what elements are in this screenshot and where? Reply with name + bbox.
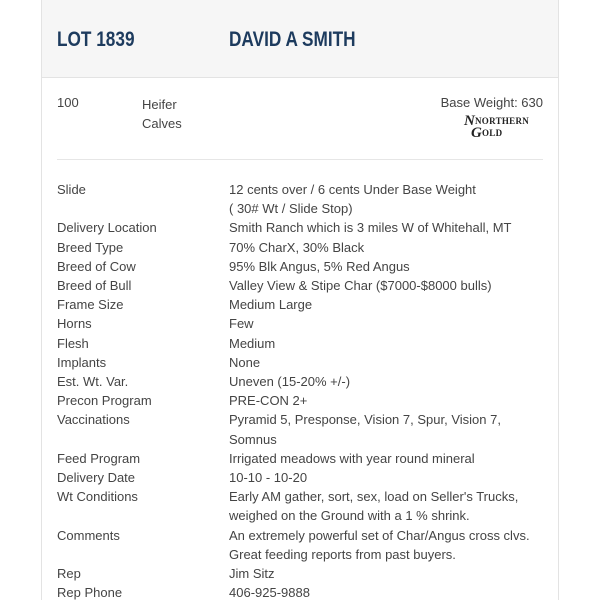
detail-row [57,449,547,468]
detail-label: Flesh [57,335,89,351]
detail-label: Rep Phone [57,585,123,601]
seller-name: DAVID A SMITH [229,28,356,51]
detail-value: 406-925-9888 [229,585,310,601]
detail-value: 10-10 - 10-20 [229,470,308,486]
detail-value: Valley View & Stipe Char ($7000-$8000 bulls) [229,278,492,294]
detail-value: 70% CharX, 30% Black [229,239,365,255]
detail-label: Vaccinations [57,412,130,428]
detail-value: Irrigated meadows with year round mineral [229,450,475,466]
detail-row [57,276,547,295]
detail-row [57,526,547,564]
detail-label: Breed of Bull [57,278,132,294]
detail-row [57,487,547,525]
lot-details [57,180,547,602]
detail-label: Precon Program [57,393,152,409]
base-weight: Base Weight: 630 [440,95,543,110]
detail-value: Medium [229,335,276,351]
detail-row [57,295,547,314]
detail-row [57,564,547,583]
detail-value: None [229,354,261,370]
detail-label: Implants [57,354,107,370]
detail-value: Early AM gather, sort, sex, load on Seller's Trucks, weighed on the Ground with a 1 % shrink. [229,489,519,524]
svg-text:G: G [471,125,482,139]
svg-text:OLD: OLD [482,128,503,138]
detail-row [57,238,547,257]
lot-type: Heifer Calves [142,97,182,131]
detail-row [57,372,547,391]
lot-header [42,0,558,78]
detail-row [57,218,547,237]
detail-label: Frame Size [57,297,124,313]
detail-row [57,353,547,372]
detail-value: Few [229,316,254,332]
svg-text:NORTHERN: NORTHERN [475,116,530,126]
detail-label: Comments [57,527,120,543]
detail-label: Slide [57,182,86,197]
detail-row [57,180,547,218]
detail-row [57,391,547,410]
detail-label: Breed of Cow [57,258,136,274]
lot-card [41,0,559,600]
detail-row [57,257,547,276]
detail-label: Est. Wt. Var. [57,374,129,390]
detail-value: 95% Blk Angus, 5% Red Angus [229,258,410,274]
detail-label: Feed Program [57,450,141,466]
detail-value: An extremely powerful set of Char/Angus cross clvs. Great feeding reports from past buyers. [229,527,530,562]
section-divider [57,159,543,160]
detail-row [57,583,547,602]
detail-label: Horns [57,316,92,332]
detail-value: Pyramid 5, Presponse, Vision 7, Spur, Vision 7, Somnus [229,412,501,447]
detail-value: 12 cents over / 6 cents Under Base Weight ( 30# Wt / Slide Stop) [229,182,476,217]
lot-number: LOT 1839 [57,28,135,51]
detail-label: Delivery Location [57,220,157,236]
detail-label: Wt Conditions [57,489,138,505]
head-count: 100 [57,95,79,110]
detail-row [57,468,547,487]
detail-row [57,410,547,448]
northern-gold-logo [463,113,543,139]
detail-value: PRE-CON 2+ [229,393,308,409]
detail-row [57,314,547,333]
lot-summary [42,78,558,159]
svg-text:N: N [464,113,475,129]
detail-value: Medium Large [229,297,313,313]
detail-label: Delivery Date [57,470,136,486]
detail-row [57,334,547,353]
detail-value: Uneven (15-20% +/-) [229,374,351,390]
detail-label: Rep [57,566,81,582]
detail-value: Smith Ranch which is 3 miles W of Whitehall, MT [229,220,512,236]
detail-value: Jim Sitz [229,566,275,582]
detail-label: Breed Type [57,239,124,255]
